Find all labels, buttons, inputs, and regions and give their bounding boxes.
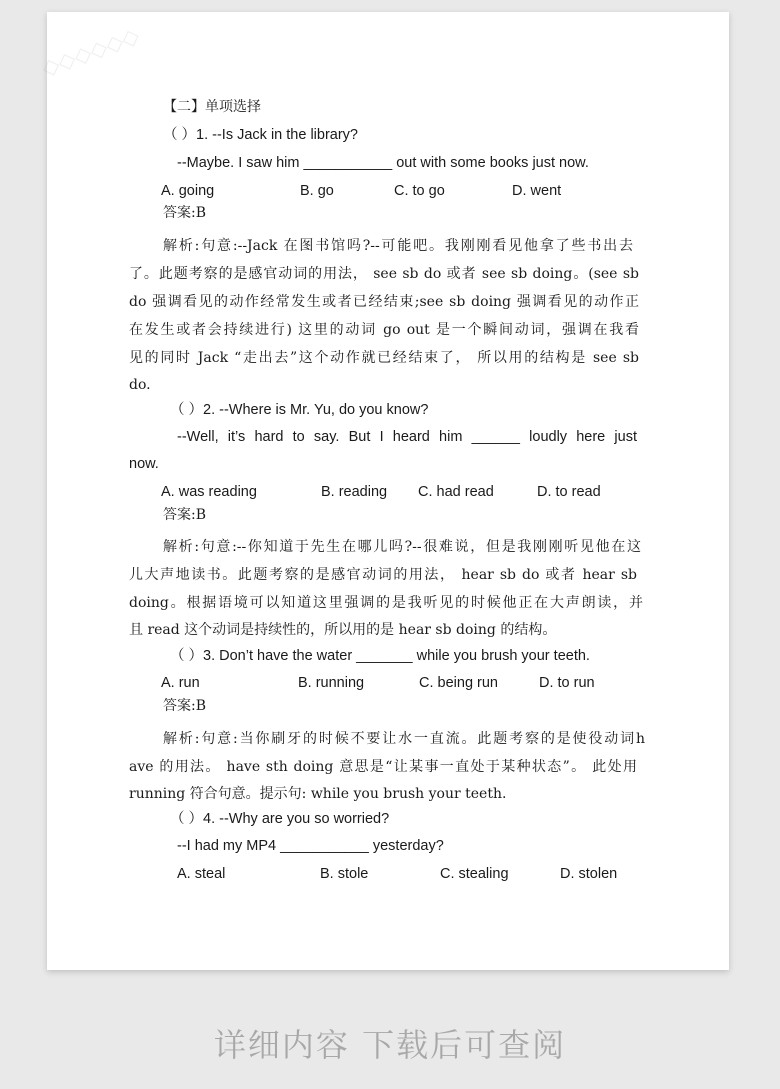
- q3-analysis-line: ave 的用法。 have sth doing 意思是“让某事一直处于某种状态”。 此处用: [129, 759, 637, 775]
- q1-analysis-line: 见的同时 Jack “走出去”这个动作就已经结束了， 所以用的结构是 see sb: [129, 350, 639, 366]
- q2-option-d: D. to read: [537, 484, 601, 500]
- q1-analysis-line: do 强调看见的动作经常发生或者已经结束;see sb doing 强调看见的动作正: [129, 294, 639, 310]
- q1-analysis-line: 解析:句意:--Jack 在图书馆吗?--可能吧。我刚刚看见他拿了些书出去: [163, 238, 633, 254]
- q1-option-a: A. going: [161, 183, 215, 199]
- question-3-stem: （ ）3. Don’t have the water _______ while you brush your teeth.: [170, 648, 590, 664]
- q1-analysis-line: do.: [129, 377, 151, 393]
- q2-option-c: C. had read: [418, 484, 494, 500]
- q3-analysis-line: 解析:句意:当你刷牙的时候不要让水一直流。此题考察的是使役动词h: [163, 731, 645, 747]
- q3-option-c: C. being run: [419, 675, 498, 691]
- q1-analysis-line: 了。此题考察的是感官动词的用法， see sb do 或者 see sb doing。(see sb: [129, 266, 639, 282]
- question-2-stem: （ ）2. --Where is Mr. Yu, do you know?: [170, 402, 429, 418]
- q2-option-b: B. reading: [321, 484, 388, 500]
- q2-analysis-line: 且 read 这个动词是持续性的，所以用的是 hear sb doing 的结构。: [129, 622, 557, 638]
- q3-answer: 答案:B: [163, 698, 207, 714]
- q4-option-b: B. stole: [320, 866, 369, 882]
- q1-analysis-line: 在发生或者会持续进行) 这里的动词 go out 是一个瞬间动词，强调在我看: [129, 322, 639, 338]
- q1-answer: 答案:B: [163, 205, 207, 221]
- q4-option-a: A. steal: [177, 866, 226, 882]
- q4-option-c: C. stealing: [440, 866, 509, 882]
- q4-option-d: D. stolen: [560, 866, 618, 882]
- q2-answer: 答案:B: [163, 507, 207, 523]
- q2-analysis-line: doing。根据语境可以知道这里强调的是我听见的时候他正在大声朗读，并: [129, 595, 643, 611]
- question-1-dialog: --Maybe. I saw him ___________ out with some books just now.: [177, 155, 589, 171]
- q1-option-d: D. went: [512, 183, 562, 199]
- section-title: 【二】单项选择: [163, 99, 261, 115]
- q3-option-d: D. to run: [539, 675, 595, 691]
- q1-option-c: C. to go: [394, 183, 445, 199]
- question-4-stem: （ ）4. --Why are you so worried?: [170, 811, 390, 827]
- q2-analysis-line: 解析:句意:--你知道于先生在哪儿吗?--很难说，但是我刚刚听见他在这: [163, 539, 641, 555]
- question-1-stem: （ ）1. --Is Jack in the library?: [163, 127, 358, 143]
- q2-analysis-line: 儿大声地读书。此题考察的是感官动词的用法， hear sb do 或者 hear sb: [129, 567, 637, 583]
- q3-option-a: A. run: [161, 675, 200, 691]
- q1-option-b: B. go: [300, 183, 334, 199]
- q3-analysis-line: running 符合句意。提示句: while you brush your teeth.: [129, 786, 507, 802]
- q3-option-b: B. running: [298, 675, 365, 691]
- question-4-dialog: --I had my MP4 ___________ yesterday?: [177, 838, 444, 854]
- download-footer-text[interactable]: 详细内容 下载后可查阅: [213, 1026, 567, 1064]
- q2-option-a: A. was reading: [161, 484, 257, 500]
- question-2-dialog-cont: now.: [129, 456, 159, 472]
- question-2-dialog: --Well, it’s hard to say. But I heard him ______ loudly here just: [177, 429, 637, 445]
